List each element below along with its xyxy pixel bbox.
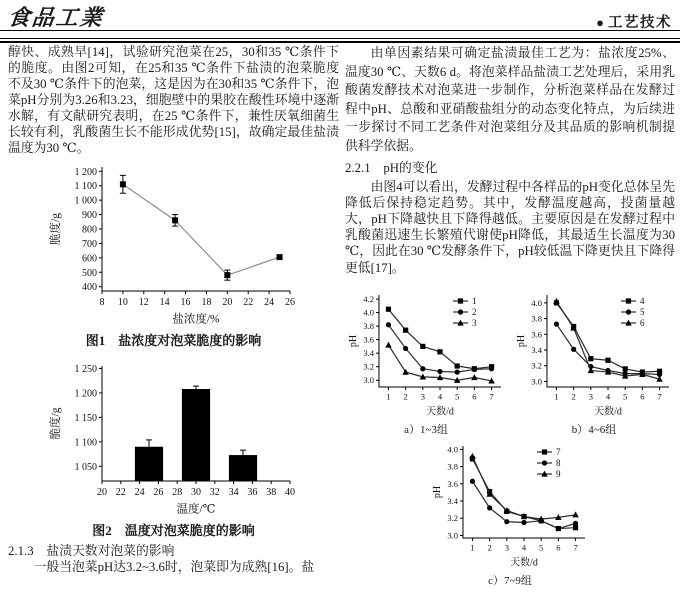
svg-text:1: 1 [470,542,475,553]
figure2 [8,358,339,538]
svg-text:6: 6 [640,391,645,402]
bullet-icon: ● [596,15,604,30]
figure4-row-ab [345,289,675,437]
paragraph-salting-days: 一般当泡菜pH达3.2~3.6时，泡菜即为成熟[16]。盐 [33,560,315,574]
svg-text:天数/d: 天数/d [510,557,538,569]
svg-text:3.2: 3.2 [531,360,542,371]
svg-text:3: 3 [504,542,509,553]
svg-text:7: 7 [573,542,578,553]
svg-text:1: 1 [472,295,477,306]
svg-text:8: 8 [99,297,104,308]
svg-text:3.8: 3.8 [447,461,458,472]
svg-text:1: 1 [554,391,559,402]
svg-text:16: 16 [180,297,191,308]
figure2-bar-chart [48,358,300,516]
paragraph-salting-temperature: 醇快、成熟早[14]，试验研究泡菜在25，30和35 ℃条件下的脆度。由图2可知，在25和35 ℃条件下盐渍的泡菜脆度不及30 ℃条件下的泡菜，这是因为在30和35 ℃条件下，泡菜pH分别为3.26和3.23，细胞壁中的果胶在酸性环境中逐渐水解，有文献研究表明，在25 ℃条件下，兼性厌氧细菌生长较有利，乳酸菌生长不能形成优势[15]，故确定最佳盐渍温度为30 ℃。 [8,45,339,155]
left-column [8,44,339,575]
figure4-subplot-b [513,289,675,437]
svg-text:4.0: 4.0 [447,444,458,455]
svg-text:3.8: 3.8 [363,320,374,331]
svg-text:20: 20 [221,297,232,308]
svg-text:4.2: 4.2 [363,293,374,304]
figure4a-line-chart [345,289,507,418]
svg-text:34: 34 [228,487,239,498]
svg-text:温度/℃: 温度/℃ [175,503,216,516]
figure1-caption: 图1 盐浓度对泡菜脆度的影响 [85,333,262,348]
svg-text:500: 500 [81,267,97,279]
svg-text:3.6: 3.6 [363,334,374,345]
header-rule-bottom [0,41,680,43]
svg-text:26: 26 [152,487,163,498]
figure1 [8,158,339,348]
svg-text:1 250: 1 250 [74,363,97,375]
svg-text:10: 10 [117,297,128,308]
svg-text:3.4: 3.4 [447,495,458,506]
svg-text:pH: pH [432,485,443,498]
svg-text:3: 3 [420,391,425,402]
svg-text:脆度/g: 脆度/g [49,407,62,440]
svg-text:3.6: 3.6 [531,329,542,340]
svg-text:800: 800 [81,224,97,236]
svg-text:5: 5 [640,306,645,317]
paragraph-ph-change: 由图4可以看出，发酵过程中各样品的pH变化总体呈先降低后保持稳定趋势。其中，发酵温度越高，投菌量越大，pH下降越快且下降得越低。主要原因是在发酵过程中乳酸菌迅速生长繁殖代谢使pH降低，其最适生长温度为30 ℃，因此在30 ℃发酵条件下，pH较低温下降更快且下降得更低[17]。 [345,179,675,275]
svg-text:4: 4 [640,295,645,306]
figure4c-caption: c）7~9组 [488,574,532,587]
figure4-subplot-a [345,289,507,437]
svg-text:22: 22 [242,297,253,308]
svg-text:2: 2 [487,542,492,553]
svg-text:天数/d: 天数/d [594,406,622,418]
paragraph-best-process: 由单因素结果可确定盐渍最佳工艺为：盐浓度25%、温度30 ℃、天数6 d。将泡菜样品盐渍工艺处理后，采用乳酸菌发酵技术对泡菜进一步制作，分析泡菜样品在发酵过程中pH、总酸和亚硝酸盐组分的动态变化特点，为后续进一步探讨不同工艺条件对泡菜组分及其品质的影响机制提供科学依据。 [345,46,675,153]
svg-text:600: 600 [81,253,97,265]
svg-text:3: 3 [588,391,593,402]
svg-text:28: 28 [171,487,182,498]
header-rule-top [0,38,680,39]
svg-text:1 000: 1 000 [74,195,97,207]
svg-text:3.6: 3.6 [447,478,458,489]
svg-text:7: 7 [657,391,662,402]
svg-text:400: 400 [81,282,97,294]
svg-text:40: 40 [284,487,295,498]
svg-text:6: 6 [640,317,645,328]
svg-text:1 200: 1 200 [74,388,97,400]
svg-text:38: 38 [265,487,276,498]
svg-text:pH: pH [348,334,359,347]
svg-text:3.8: 3.8 [531,313,542,324]
svg-text:32: 32 [209,487,220,498]
svg-text:24: 24 [134,487,145,498]
svg-text:18: 18 [200,297,211,308]
svg-text:3.4: 3.4 [363,347,374,358]
svg-text:1 100: 1 100 [74,437,97,449]
svg-text:4: 4 [605,391,611,402]
right-column [345,44,675,588]
svg-text:8: 8 [556,457,561,468]
svg-text:9: 9 [556,468,561,479]
section-label: 工艺技术 [608,15,672,31]
svg-text:6: 6 [556,542,561,553]
figure4a-caption: a）1~3组 [404,423,448,436]
svg-text:3.2: 3.2 [447,512,458,523]
svg-text:4.0: 4.0 [531,297,542,308]
svg-text:3.0: 3.0 [447,530,458,541]
svg-text:1 100: 1 100 [74,181,97,193]
svg-text:3.0: 3.0 [363,374,374,385]
svg-text:4: 4 [521,542,527,553]
svg-text:5: 5 [455,391,460,402]
heading-2-1-3: 2.1.3 盐渍天数对泡菜的影响 [8,544,175,558]
svg-text:3.2: 3.2 [363,361,374,372]
svg-text:5: 5 [623,391,628,402]
svg-text:盐浓度/%: 盐浓度/% [171,313,220,326]
figure4b-line-chart [513,289,675,418]
svg-text:900: 900 [81,210,97,222]
figure4b-caption: b）4~6组 [571,423,617,436]
svg-text:2: 2 [472,306,477,317]
svg-text:22: 22 [115,487,126,498]
svg-text:3.0: 3.0 [531,376,542,387]
svg-text:6: 6 [472,391,477,402]
figure4c-line-chart [429,440,591,569]
svg-text:4.0: 4.0 [363,307,374,318]
figure2-caption: 图2 温度对泡菜脆度的影响 [92,523,255,538]
figure4-subplot-c [429,440,591,588]
figure1-line-chart [48,158,300,326]
journal-logo: 食品工業 [6,5,106,31]
svg-text:1 200: 1 200 [74,166,97,178]
svg-text:700: 700 [81,238,97,250]
svg-text:12: 12 [138,297,149,308]
svg-text:1 150: 1 150 [74,412,97,424]
svg-text:26: 26 [284,297,295,308]
svg-text:36: 36 [246,487,257,498]
svg-text:30: 30 [190,487,201,498]
svg-text:1: 1 [386,391,391,402]
svg-text:7: 7 [556,446,561,457]
svg-text:2: 2 [403,391,408,402]
svg-text:4: 4 [437,391,443,402]
svg-text:3: 3 [472,317,477,328]
section-tag [596,11,672,32]
svg-text:2: 2 [571,391,576,402]
heading-2-2-1: 2.2.1 pH的变化 [345,160,438,175]
header-rule-thin [0,30,680,31]
svg-text:7: 7 [489,391,494,402]
svg-text:14: 14 [159,297,170,308]
svg-text:20: 20 [96,487,107,498]
svg-text:pH: pH [516,334,527,347]
svg-text:3.4: 3.4 [531,344,542,355]
svg-text:1 050: 1 050 [74,461,97,473]
figure4-row-c [345,440,675,588]
svg-text:5: 5 [539,542,544,553]
svg-text:天数/d: 天数/d [426,406,454,418]
svg-text:24: 24 [263,297,274,308]
svg-text:脆度/g: 脆度/g [49,213,62,245]
